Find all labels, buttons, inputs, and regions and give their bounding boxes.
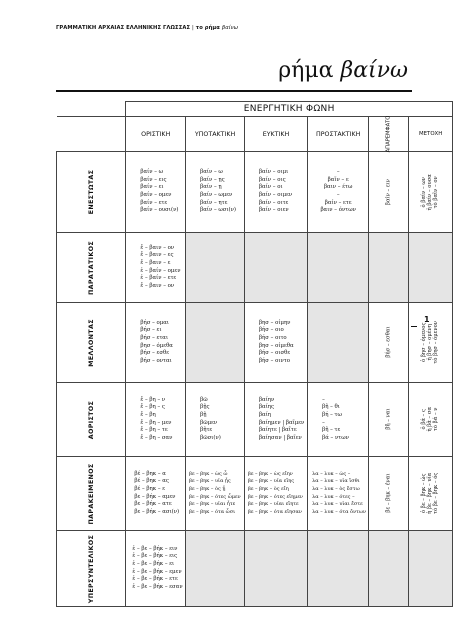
perfect-oristiki: βέ – βηκ – α βέ – βηκ – ας βέ – βηκ – ε βε – βήκ – αμεν βε – βήκ – ατε βε – βήκ – ασι(ν) <box>126 457 186 531</box>
future-efktiki: βησ – οίμην βήσ – οιο βήσ – οιτο βησ – οίμεθα βήσ – οισθε βήσ – οιντο <box>244 303 307 383</box>
pluperfect-ypotaktiki-empty <box>186 531 245 607</box>
pluperfect-prostaktiki-empty <box>308 531 369 607</box>
aorist-metochi: ὁ βά – ς ἡ βᾶ – σα τὸ βά – ν <box>409 383 453 457</box>
header-verb: βαίνω <box>221 25 239 31</box>
future-aparemfato: βήσ – εσθαι <box>369 303 409 383</box>
column-header-aparemfato <box>369 117 409 152</box>
column-header-metochi: ΜΕΤΟΧΗ <box>409 117 453 152</box>
present-aparemfato: βαίν – ειν <box>369 152 409 233</box>
pluperfect-efktiki-empty <box>244 531 307 607</box>
book-title: ΓΡΑΜΜΑΤΙΚΗ ΑΡΧΑΙΑΣ ΕΛΛΗΝΙΚΗΣ ΓΛΩΣΣΑΣ <box>56 25 191 31</box>
aorist-aparemfato: βῆ – ναι <box>369 383 409 457</box>
voice-header: ΕΝΕΡΓΗΤΙΚΗ ΦΩΝΗ <box>126 102 453 117</box>
present-efktiki: βαίν – οιμι βαίν – οις βαίν – οι βαίν – οιμεν βαίν – οιτε βαίν – οιεν <box>244 152 307 233</box>
page-title <box>278 58 408 83</box>
header-separator: | <box>192 25 194 31</box>
future-prostaktiki-empty <box>308 303 369 383</box>
perfect-aparemfato: βε – βηκ – έναι <box>369 457 409 531</box>
imperfect-prostaktiki-empty <box>308 233 369 303</box>
imperfect-metochi-empty <box>409 233 453 303</box>
perfect-prostaktiki: λα – λυκ – ὼς – λα – λυκ – υῖα ἴσθι λα – λυκ – ὸς ἔστω λα – λυκ – ότες – λα – λυκ – υῖαι ἔστε λα – λυκ – ότα ὄντων <box>308 457 369 531</box>
perfect-ypotaktiki: βε – βηκ – ὼς ὦ βε – βηκ – υῖα ᾖς βε – βηκ – ὸς ᾖ βε – βηκ – ότες ὦμεν βε – βηκ – υῖαι ἦτε βε – βηκ – ότα ὦσι <box>186 457 245 531</box>
table-corner <box>57 102 126 117</box>
future-metochi: ὁ βησ – όμενος ἡ βησ – ομένη τὸ βησ – όμενον <box>409 303 453 383</box>
row-label-future: ΜΕΛΛΟΝΤΑΣ <box>57 303 126 383</box>
column-header-aparemfato-text: ΑΠΑΡΕΜΦΑΤΟ <box>385 115 392 153</box>
row-label-present: ΕΝΕΣΤΩΤΑΣ <box>57 152 126 233</box>
column-header-efktiki: ΕΥΚΤΙΚΗ <box>244 117 307 152</box>
aorist-ypotaktiki: βῶ βῇς βῇ βῶμεν βῆτε βῶσι(ν) <box>186 383 245 457</box>
perfect-metochi: ὁ βε – βηκ – ώς ἡ βε – βηκ – υῖα τὸ βε – βηκ – ός <box>409 457 453 531</box>
pluperfect-metochi-empty <box>409 531 453 607</box>
row-label-perfect: ΠΑΡΑΚΕΙΜΕΝΟΣ <box>57 457 126 531</box>
column-header-corner <box>57 117 126 152</box>
header-section: το ρήμα <box>195 25 220 31</box>
row-label-imperfect: ΠΑΡΑΤΑΤΙΚΟΣ <box>57 233 126 303</box>
conjugation-table <box>56 101 453 607</box>
row-label-aorist: ΑΟΡΙΣΤΟΣ <box>57 383 126 457</box>
page-number: 1 <box>424 315 430 324</box>
present-ypotaktiki: βαίν – ω βαίν – ῃς βαίν – ῃ βαίν – ωμεν βαίν – ητε βαίν – ωσι(ν) <box>186 152 245 233</box>
pluperfect-aparemfato-empty <box>369 531 409 607</box>
present-prostaktiki: – βαῖν – ε βαιν – έτω – βαίν – ετε βαιν – όντων <box>308 152 369 233</box>
column-header-oristiki: ΟΡΙΣΤΙΚΗ <box>126 117 186 152</box>
pluperfect-oristiki: ἐ – βε – βήκ – ειν ἐ – βε – βήκ – εις ἐ – βε – βήκ – ει ἐ – βε – βήκ – εμεν ἐ – βε – βήκ – ετε ἐ – βε – βήκ – εσαν <box>126 531 186 607</box>
aorist-prostaktiki: – βῆ – θι βή – τω – βῆ – τε βά – ντων <box>308 383 369 457</box>
imperfect-ypotaktiki-empty <box>186 233 245 303</box>
title-prefix: ρήμα <box>278 58 334 83</box>
present-metochi: ὁ βαίν – ων ἡ βαίν – ουσα τὸ βαῖν – ον <box>409 152 453 233</box>
aorist-efktiki: βαίην βαίης βαίη βαίημεν | βαῖμεν βαίητε | βαῖτε βαίησαν | βαῖεν <box>244 383 307 457</box>
imperfect-oristiki: ἔ – βαιν – ον ἔ – βαιν – ες ἔ – βαιν – ε ἐ – βαίν – ομεν ἐ – βαίν – ετε ἔ – βαιν – ον <box>126 233 186 303</box>
column-header-prostaktiki: ΠΡΟΣΤΑΚΤΙΚΗ <box>308 117 369 152</box>
aorist-oristiki: ἔ – βη – ν ἔ – βη – ς ἔ – βη ἔ – βη – μεν ἔ – βη – τε ἔ – βη – σαν <box>126 383 186 457</box>
title-rule <box>56 90 412 92</box>
imperfect-aparemfato-empty <box>369 233 409 303</box>
imperfect-efktiki-empty <box>244 233 307 303</box>
perfect-efktiki: βε – βηκ – ὼς εἴην βε – βηκ – υῖα εἴης βε – βηκ – ὸς εἴη βε – βηκ – ότες εἴημεν βε – βηκ – υῖαι εἴητε βε – βηκ – ότα εἴησαν <box>244 457 307 531</box>
future-oristiki: βήσ – ομαι βήσ – ει βήσ – εται βησ – όμεθα βήσ – εσθε βήσ – ονται <box>126 303 186 383</box>
present-oristiki: βαίν – ω βαίν – εις βαίν – ει βαίν – ομεν βαίν – ετε βαίν – ουσι(ν) <box>126 152 186 233</box>
running-header <box>56 25 238 31</box>
title-verb: βαίνω <box>340 58 408 83</box>
future-ypotaktiki-empty <box>186 303 245 383</box>
column-header-ypotaktiki: ΥΠΟΤΑΚΤΙΚΗ <box>186 117 245 152</box>
row-label-pluperfect: ΥΠΕΡΣΥΝΤΕΛΙΚΟΣ <box>57 531 126 607</box>
